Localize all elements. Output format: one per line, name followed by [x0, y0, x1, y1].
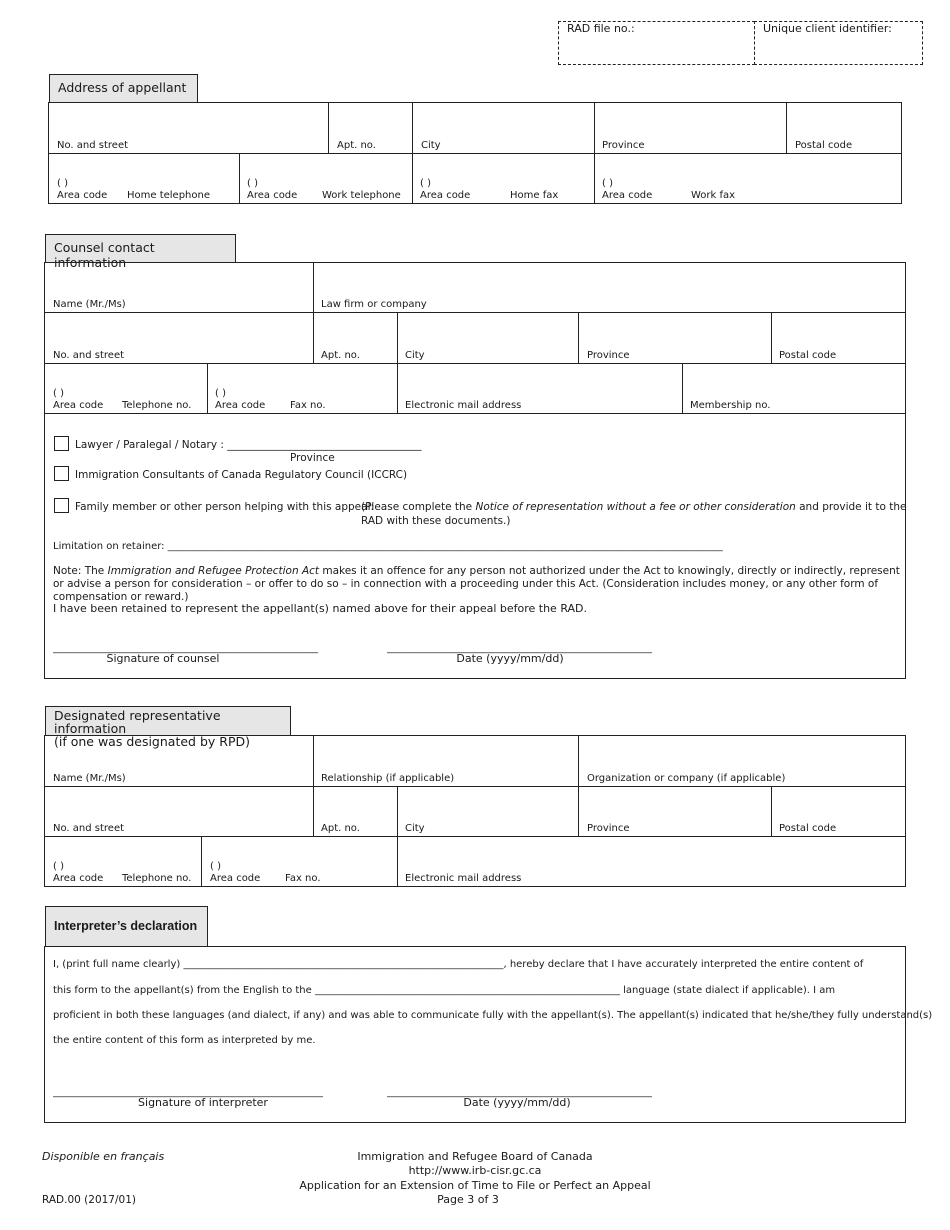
telephone-label: Telephone no. — [122, 873, 192, 884]
interpreter-line1: I, (print full name clearly) ________________________________________________________________, hereby declare that I have accurately interpreted the entire content of — [53, 959, 864, 970]
family-note-italic: Notice of representation without a fee or other consideration — [475, 501, 796, 513]
family-note-line2: RAD with these documents.) — [361, 515, 511, 527]
limitation-on-retainer[interactable]: Limitation on retainer: _______________________________________________________________________________________________________________ — [53, 541, 723, 552]
designated-city-field[interactable] — [398, 787, 578, 836]
interpreter-line2: this form to the appellant(s) from the English to the _____________________________________________________________ language (state dialect if applicable). I am — [53, 985, 836, 996]
membership-label: Membership no. — [690, 400, 771, 411]
area-code-label: Area code — [57, 190, 108, 201]
paren: ( ) — [215, 388, 226, 399]
form-code: RAD.00 (2017/01) — [42, 1194, 136, 1206]
telephone-label: Telephone no. — [122, 400, 192, 411]
paren: ( ) — [210, 861, 221, 872]
email-label: Electronic mail address — [405, 873, 522, 884]
paren: ( ) — [247, 178, 258, 189]
appellant-street-label: No. and street — [57, 140, 129, 151]
family-note — [361, 501, 906, 514]
client-id-label: Unique client identifier: — [763, 22, 892, 35]
lawyer-province-label: Province — [290, 452, 335, 464]
counsel-city-label: City — [405, 350, 425, 361]
home-fax-label: Home fax — [510, 190, 559, 201]
area-code-label: Area code — [53, 400, 104, 411]
interpreter-signature-line[interactable]: ______________________________________________________ — [53, 1087, 323, 1098]
fax-label: Fax no. — [285, 873, 321, 884]
interpreter-date-label: Date (yyyy/mm/dd) — [463, 1096, 571, 1109]
interpreter-section-title: Interpreter’s declaration — [45, 906, 208, 947]
designated-section-title — [45, 706, 291, 749]
paren: ( ) — [53, 861, 64, 872]
designated-title-line1: Designated representative information — [54, 708, 221, 736]
lawyer-option-label: Lawyer / Paralegal / Notary : _____________________________________ — [75, 439, 422, 451]
paren: ( ) — [420, 178, 431, 189]
legal-note-b: makes it an offence for any person not authorized under the Act to knowingly, directly or indirectly, represent or advise a person for consideration – or offer to do so – in connection with a proceeding under this Act. (Consideration includes money, or any other form of compensation or reward.) — [53, 565, 900, 603]
designated-city-label: City — [405, 823, 425, 834]
appellant-postal-label: Postal code — [795, 140, 853, 151]
designated-apt-label: Apt. no. — [321, 823, 360, 834]
designated-name-label: Name (Mr./Ms) — [53, 773, 126, 784]
counsel-province-label: Province — [587, 350, 630, 361]
counsel-street-label: No. and street — [53, 350, 125, 361]
appellant-province-label: Province — [602, 140, 645, 151]
footer-form-title: Application for an Extension of Time to File or Perfect an Appeal — [299, 1179, 651, 1192]
interpreter-line3: proficient in both these languages (and dialect, if any) and was able to communicate fully with the appellant(s). The appellant(s) indicated that he/she/they fully understand(s) — [53, 1010, 933, 1021]
interpreter-signature-label: Signature of interpreter — [138, 1096, 268, 1109]
designated-province-label: Province — [587, 823, 630, 834]
appellant-city-label: City — [421, 140, 441, 151]
family-member-checkbox[interactable] — [54, 498, 69, 513]
counsel-section-title: Counsel contact information — [45, 234, 236, 263]
area-code-label: Area code — [247, 190, 298, 201]
fax-label: Fax no. — [290, 400, 326, 411]
counsel-date-line[interactable]: _____________________________________________________ — [387, 643, 652, 654]
counsel-signature-label: Signature of counsel — [106, 652, 220, 665]
paren: ( ) — [57, 178, 68, 189]
counsel-signature-line[interactable]: _____________________________________________________ — [53, 643, 318, 654]
lawyer-checkbox[interactable] — [54, 436, 69, 451]
designated-postal-label: Postal code — [779, 823, 837, 834]
disponible-en-francais: Disponible en français — [42, 1150, 165, 1163]
home-telephone-label: Home telephone — [127, 190, 211, 201]
appellant-section-title: Address of appellant — [49, 74, 198, 103]
area-code-label: Area code — [420, 190, 471, 201]
work-telephone-label: Work telephone — [322, 190, 401, 201]
designated-relationship-label: Relationship (if applicable) — [321, 773, 455, 784]
area-code-label: Area code — [215, 400, 266, 411]
rad-file-label: RAD file no.: — [567, 22, 635, 35]
counsel-city-field[interactable] — [398, 313, 578, 363]
counsel-apt-label: Apt. no. — [321, 350, 360, 361]
counsel-name-label: Name (Mr./Ms) — [53, 299, 126, 310]
designated-title-line2: (if one was designated by RPD) — [54, 734, 250, 749]
area-code-label: Area code — [602, 190, 653, 201]
legal-note-italic: Immigration and Refugee Protection Act — [107, 565, 320, 577]
counsel-date-label: Date (yyyy/mm/dd) — [456, 652, 564, 665]
footer-org: Immigration and Refugee Board of Canada — [357, 1150, 593, 1163]
appellant-apt-label: Apt. no. — [337, 140, 376, 151]
legal-note-a: Note: The — [53, 565, 108, 577]
work-fax-label: Work fax — [691, 190, 736, 201]
interpreter-date-line[interactable]: _____________________________________________________ — [387, 1087, 652, 1098]
counsel-law-firm-label: Law firm or company — [321, 299, 427, 310]
counsel-postal-label: Postal code — [779, 350, 837, 361]
designated-organization-label: Organization or company (if applicable) — [587, 773, 786, 784]
iccrc-checkbox[interactable] — [54, 466, 69, 481]
family-note-a: (Please complete the — [361, 501, 476, 513]
area-code-label: Area code — [53, 873, 104, 884]
paren: ( ) — [53, 388, 64, 399]
footer-page-number: Page 3 of 3 — [437, 1193, 499, 1206]
interpreter-line4: the entire content of this form as interpreted by me. — [53, 1035, 316, 1046]
retained-statement: I have been retained to represent the appellant(s) named above for their appeal before the RAD. — [53, 602, 588, 615]
footer-url: http://www.irb-cisr.gc.ca — [408, 1164, 542, 1177]
family-option-label: Family member or other person helping with this appeal: — [75, 501, 375, 513]
area-code-label: Area code — [210, 873, 261, 884]
email-label: Electronic mail address — [405, 400, 522, 411]
paren: ( ) — [602, 178, 613, 189]
family-note-b: and provide it to the — [795, 501, 907, 513]
iccrc-option-label: Immigration Consultants of Canada Regulatory Council (ICCRC) — [75, 469, 408, 481]
legal-note — [53, 565, 901, 604]
designated-street-label: No. and street — [53, 823, 125, 834]
